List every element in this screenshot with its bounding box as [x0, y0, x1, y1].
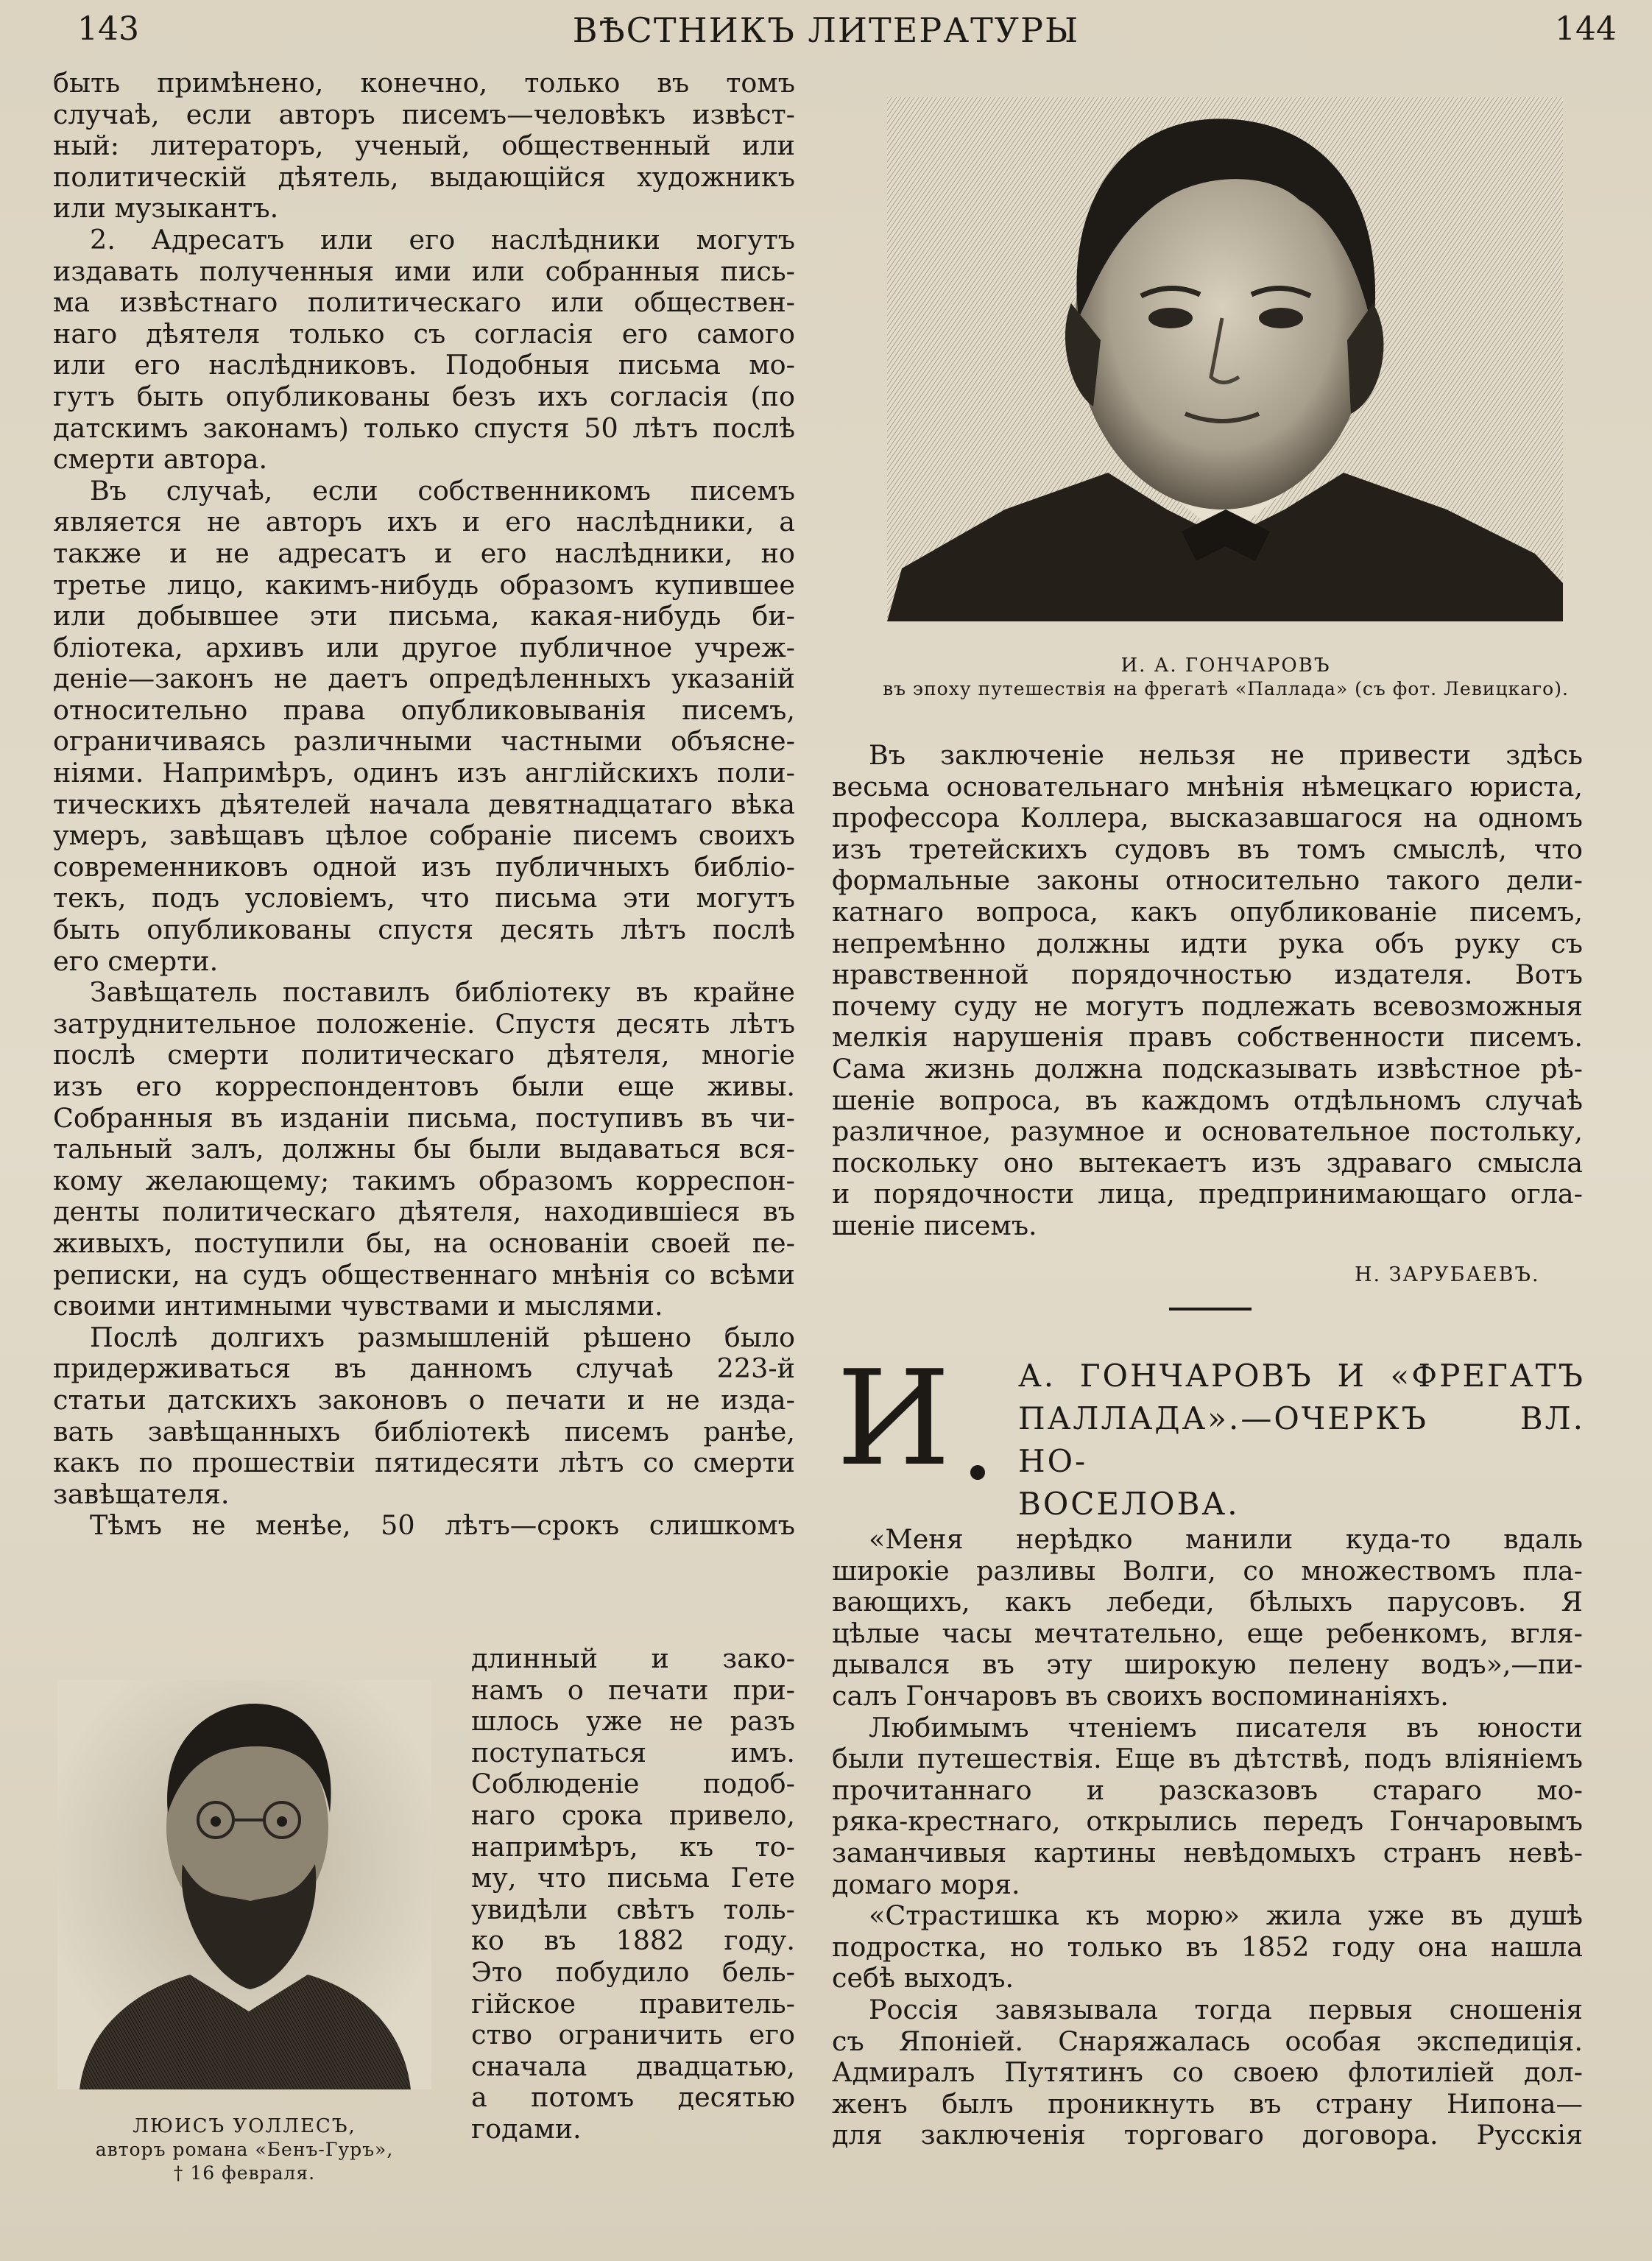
text-line: ніями. Напримѣръ, одинъ изъ англійскихъ поли-: [53, 757, 795, 789]
text-line: своими интимными чувствами и мыслями.: [53, 1290, 663, 1322]
text-line: живыхъ, поступили бы, на основаніи своей пе-: [53, 1227, 795, 1259]
text-line: быть опубликованы спустя десять лѣтъ послѣ: [53, 914, 795, 946]
article-paragraph-3: [832, 1900, 1583, 1994]
text-line: заманчивыя картины невѣдомыхъ странъ невѣ-: [832, 1836, 1583, 1869]
page-number-left: 143: [77, 10, 139, 48]
text-line: ряка-крестнаго, открылись передъ Гончаровымъ: [832, 1805, 1583, 1838]
text-line: изъ его корреспондентовъ были еще живы.: [53, 1070, 795, 1102]
text-line: ный: литераторъ, ученый, общественный или: [53, 130, 795, 162]
text-line: ко въ 1882 году.: [471, 1925, 795, 1957]
text-line: Любимымъ чтеніемъ писателя въ юности: [869, 1711, 1583, 1743]
caption-text: авторъ романа «Бенъ-Гуръ»,: [95, 2139, 394, 2160]
page-number-right: 144: [1555, 10, 1617, 48]
text-line: Тѣмъ не менѣе, 50 лѣтъ—срокъ слишкомъ: [90, 1509, 795, 1542]
article-paragraph-4: [832, 1994, 1583, 2151]
text-line: напримѣръ, къ то-: [471, 1830, 795, 1863]
text-line: статьи датскихъ законовъ о печати и не изда-: [53, 1383, 795, 1416]
text-line: политическій дѣятель, выдающійся художникъ: [53, 161, 795, 193]
text-line: Соблюденіе подоб-: [471, 1768, 795, 1800]
text-line: цѣлые часы мечтательно, еще ребенкомъ, вгля-: [832, 1617, 1583, 1649]
text-line: мелкія нарушенія правъ собственности писемъ.: [832, 1021, 1583, 1054]
text-line: шеніе писемъ.: [832, 1209, 1037, 1241]
text-line: почему суду не могутъ подлежать всевозможныя: [832, 990, 1583, 1022]
text-line: также и не адресатъ и его наслѣдники, но: [53, 537, 795, 569]
text-line: умеръ, завѣщавъ цѣлое собраніе писемъ своихъ: [53, 819, 795, 852]
text-line: домаго моря.: [832, 1868, 1020, 1900]
text-line: случаѣ, если авторъ писемъ—человѣкъ извѣст-: [53, 98, 795, 130]
text-line: весьма основательнаго мнѣнія нѣмецкаго юриста,: [832, 770, 1583, 803]
journal-title: ВѢСТНИКЪ ЛИТЕРАТУРЫ: [572, 10, 1080, 50]
text-line: широкіе разливы Волги, со множествомъ пла-: [832, 1554, 1583, 1587]
text-line: ма извѣстнаго политическаго или обществен-: [53, 286, 795, 319]
text-line: смерти автора.: [53, 443, 268, 476]
article-paragraph-1: [832, 1524, 1583, 1712]
text-line: реписки, на судъ общественнаго мнѣнія со всѣми: [53, 1258, 795, 1291]
author-signature: Н. ЗАРУБАЕВЪ.: [1355, 1263, 1540, 1286]
text-line: Въ заключеніе нельзя не привести здѣсь: [869, 739, 1583, 771]
text-line: является не авторъ ихъ и его наслѣдники, а: [53, 506, 795, 538]
right-column-article: [832, 1524, 1583, 2151]
drop-cap-dot: [970, 1465, 985, 1480]
text-line: катнаго вопроса, какъ опубликованіе писемъ,: [832, 895, 1583, 928]
text-line: текъ, подъ условіемъ, что письма эти могутъ: [53, 882, 795, 914]
text-line: Это побудило бель-: [471, 1955, 795, 1988]
wallace-portrait: [57, 1680, 431, 2089]
right-column-conclusion: [832, 740, 1583, 1242]
text-line: различное, разумное и основательное постольку,: [832, 1115, 1583, 1148]
text-line: датскимъ законамъ) только спустя 50 лѣтъ послѣ: [53, 412, 795, 444]
text-line: себѣ выходъ.: [832, 1962, 1014, 1994]
text-line: ограничиваясь различными частными объясне-: [53, 725, 795, 758]
text-line: придерживаться въ данномъ случаѣ 223-й: [53, 1352, 795, 1385]
text-line: дывался въ эту широкую пелену водъ»,—пи-: [832, 1648, 1583, 1681]
text-line: шеніе вопроса, въ каждомъ отдѣльномъ случаѣ: [832, 1084, 1583, 1116]
text-line: денты политическаго дѣятеля, находившіеся въ: [53, 1196, 795, 1228]
text-line: или музыкантъ.: [53, 192, 279, 225]
text-line: завѣщателя.: [53, 1478, 230, 1510]
text-line: гутъ быть опубликованы безъ ихъ согласія (по: [53, 380, 795, 412]
text-line: непремѣнно должны идти рука объ руку съ: [832, 927, 1583, 959]
text-line: му, что письма Гете: [471, 1862, 795, 1894]
text-line: формальные законы относительно такого дели-: [832, 864, 1583, 897]
paragraph-3: [53, 476, 795, 978]
text-line: кому желающему; такимъ образомъ корреспон-: [53, 1164, 795, 1196]
text-line: современниковъ одной изъ публичныхъ библіо-: [53, 850, 795, 883]
text-line: поступаться имъ.: [471, 1736, 795, 1768]
text-line: Послѣ долгихъ размышленій рѣшено было: [90, 1321, 795, 1353]
text-line: вать завѣщанныхъ библіотекѣ писемъ ранѣе,: [53, 1415, 795, 1447]
article-title: [1018, 1355, 1585, 1525]
text-line: подростка, но только въ 1852 году она нашла: [832, 1930, 1583, 1963]
text-line: Въ случаѣ, если собственникомъ писемъ: [90, 474, 795, 507]
article-paragraph-2: [832, 1712, 1583, 1901]
caption-name: ЛЮИСЪ УОЛЛЕСЪ,: [133, 2115, 356, 2137]
text-line: или добывшее эти письма, какая-нибудь би-: [53, 600, 795, 632]
text-line: прочитаннаго и разсказовъ стараго мо-: [832, 1774, 1583, 1806]
text-line: салъ Гончаровъ въ своихъ воспоминаніяхъ.: [832, 1679, 1449, 1712]
text-line: изъ третейскихъ судовъ въ томъ смыслѣ, что: [832, 833, 1583, 865]
text-line: длинный и зако-: [471, 1643, 795, 1674]
text-line: а потомъ десятью: [471, 2081, 795, 2114]
text-line: поскольку оно вытекаетъ изъ здраваго смысла: [832, 1146, 1583, 1179]
text-line: тальный залъ, должны бы были выдаваться вся-: [53, 1133, 795, 1165]
text-line: и порядочности лица, предпринимающаго огла-: [832, 1178, 1583, 1210]
text-line: Россія завязывала тогда первыя сношенія: [869, 1993, 1583, 2025]
narrow-column: [471, 1643, 795, 2145]
paragraph-5: [53, 1322, 795, 1511]
text-line: послѣ смерти политическаго дѣятеля, многіе: [53, 1039, 795, 1071]
paragraph-4: [53, 977, 795, 1322]
text-line: издавать полученныя ими или собранныя пись-: [53, 255, 795, 287]
text-line: ство ограничить его: [471, 2019, 795, 2051]
section-divider: [1169, 1308, 1252, 1311]
text-line: «Страстишка къ морю» жила уже въ душѣ: [869, 1900, 1583, 1932]
title-line: ПАЛЛАДА».—ОЧЕРКЪ ВЛ. НО-: [1018, 1400, 1585, 1479]
left-column: [53, 68, 795, 1542]
text-line: «Меня нерѣдко манили куда-то вдаль: [869, 1523, 1583, 1555]
text-line: наго дѣятеля только съ согласія его самого: [53, 317, 795, 350]
text-line: вающихъ, какъ лебеди, бѣлыхъ парусовъ. Я: [832, 1586, 1583, 1618]
text-line: Завѣщатель поставилъ библіотеку въ крайне: [90, 976, 795, 1009]
text-line: годами.: [471, 2112, 582, 2145]
text-line: быть примѣнено, конечно, только въ томъ: [53, 67, 795, 99]
text-line: были путешествія. Еще въ дѣтствѣ, подъ вліяніемъ: [832, 1743, 1583, 1775]
text-line: деніе—законъ не даетъ опредѣленныхъ указаній: [53, 663, 795, 695]
text-line: Собранныя въ изданіи письма, поступивъ въ чи-: [53, 1101, 795, 1134]
text-line: его смерти.: [53, 945, 219, 977]
goncharov-portrait: [887, 97, 1563, 621]
caption-text: въ эпоху путешествія на фрегатѣ «Паллада» (съ фот. Левицкаго).: [883, 678, 1569, 699]
text-line: гійское правитель-: [471, 1987, 795, 2020]
text-line: какъ по прошествіи пятидесяти лѣтъ со смерти: [53, 1447, 795, 1479]
text-line: профессора Коллера, высказавшагося на одномъ: [832, 802, 1583, 834]
text-line: тическихъ дѣятелей начала девятнадцатаго вѣка: [53, 788, 795, 820]
text-line: женъ былъ проникнуть въ страну Нипона—: [832, 2087, 1583, 2120]
text-line: нравственной порядочностью издателя. Вотъ: [832, 959, 1583, 991]
caption-text: † 16 февраля.: [173, 2162, 316, 2184]
drop-cap: И: [836, 1342, 951, 1495]
paragraph-continuation: [53, 68, 795, 225]
text-line: съ Японіей. Снаряжалась особая экспедиція.: [832, 2025, 1583, 2057]
text-line: 2. Адресатъ или его наслѣдники могутъ: [90, 223, 795, 255]
text-line: наго срока привело,: [471, 1799, 795, 1831]
text-line: для заключенія торговаго договора. Русскія: [832, 2119, 1583, 2151]
text-line: сначала двадцатью,: [471, 2050, 795, 2082]
title-line: ВОСЕЛОВА.: [1018, 1486, 1240, 1522]
text-line: намъ о печати при-: [471, 1673, 795, 1706]
text-line: Сама жизнь должна подсказывать извѣстное рѣ-: [832, 1052, 1583, 1084]
text-line: Адмиралъ Путятинъ со своею флотиліей дол-: [832, 2056, 1583, 2089]
caption-name: И. А. ГОНЧАРОВЪ: [1120, 655, 1331, 677]
paragraph-2: [53, 225, 795, 476]
text-line: относительно права опубликовыванія писемъ,: [53, 694, 795, 726]
text-line: или его наслѣдниковъ. Подобныя письма мо-: [53, 349, 795, 381]
text-line: затруднительное положеніе. Спустя десять лѣтъ: [53, 1007, 795, 1040]
title-line: А. ГОНЧАРОВЪ И «ФРЕГАТЪ: [1018, 1358, 1585, 1394]
text-line: шлось уже не разъ: [471, 1705, 795, 1738]
text-line: увидѣли свѣтъ толь-: [471, 1893, 795, 1925]
wallace-caption: [53, 2114, 436, 2185]
text-line: бліотека, архивъ или другое публичное учреж-: [53, 631, 795, 663]
goncharov-caption: [854, 654, 1598, 701]
text-line: третье лицо, какимъ-нибудь образомъ купившее: [53, 568, 795, 601]
